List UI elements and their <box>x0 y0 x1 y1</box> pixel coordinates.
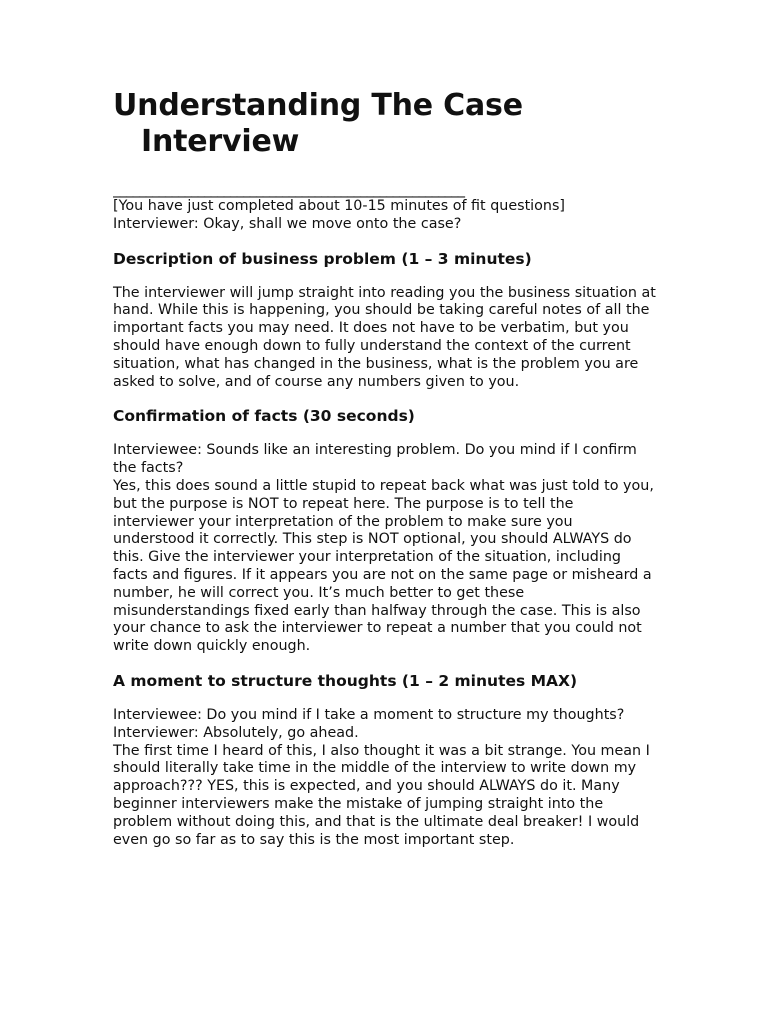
section-paragraph: Yes, this does sound a little stupid to repeat back what was just told to you, but the purpose is NOT to repeat here. The purpose is to tell the interviewer your interpretation of the problem to make sure you understood it correctly. This step is NOT optional, you should ALWAYS do this. Give the interviewer your interpretation of the situation, including facts and figures. If it appears you are not on the same page or misheard a number, he will correct you. It’s much better to get these misunderstandings fixed early than halfway through the case. This is also your chance to ask the interviewer to repeat a number that you could not write down quickly enough. <box>113 477 654 655</box>
section-structure-thoughts <box>113 671 658 849</box>
intro-line-2: Interviewer: Okay, shall we move onto the case? <box>113 215 462 232</box>
section-confirmation-of-facts <box>113 406 658 656</box>
section-heading: Confirmation of facts (30 seconds) <box>113 407 415 426</box>
section-paragraph: Interviewer: Absolutely, go ahead. <box>113 724 359 741</box>
title-line-1: Understanding The Case <box>113 88 523 123</box>
title-line-2: Interview <box>141 124 300 159</box>
section-paragraph: The first time I heard of this, I also thought it was a bit strange. You mean I should literally take time in the middle of the interview to write down my approach??? YES, this is expected, and you should ALWAYS do it. Many beginner interviewers make the mistake of jumping straight into the problem without doing this, and that is the ultimate deal breaker! I would even go so far as to say this is the most important step. <box>113 742 650 848</box>
document-body <box>113 88 658 849</box>
section-business-problem <box>113 249 658 392</box>
section-paragraph: Interviewee: Sounds like an interesting problem. Do you mind if I confirm the facts? <box>113 442 637 477</box>
section-heading: Description of business problem (1 – 3 minutes) <box>113 249 532 268</box>
section-heading: A moment to structure thoughts (1 – 2 minutes MAX) <box>113 671 578 690</box>
intro-line-1: [You have just completed about 10-15 minutes of fit questions] <box>113 198 565 214</box>
horizontal-rule: ______________________________________________________ <box>113 180 464 198</box>
section-paragraph: The interviewer will jump straight into reading you the business situation at hand. While this is happening, you should be taking careful notes of all the important facts you may need. It does not have to be verbatim, but you should have enough down to fully understand the context of the current situation, what has changed in the business, what is the problem you are asked to solve, and of course any numbers given to you. <box>113 284 656 390</box>
section-paragraph: Interviewee: Do you mind if I take a moment to structure my thoughts? <box>113 706 625 723</box>
document-title <box>113 88 658 160</box>
